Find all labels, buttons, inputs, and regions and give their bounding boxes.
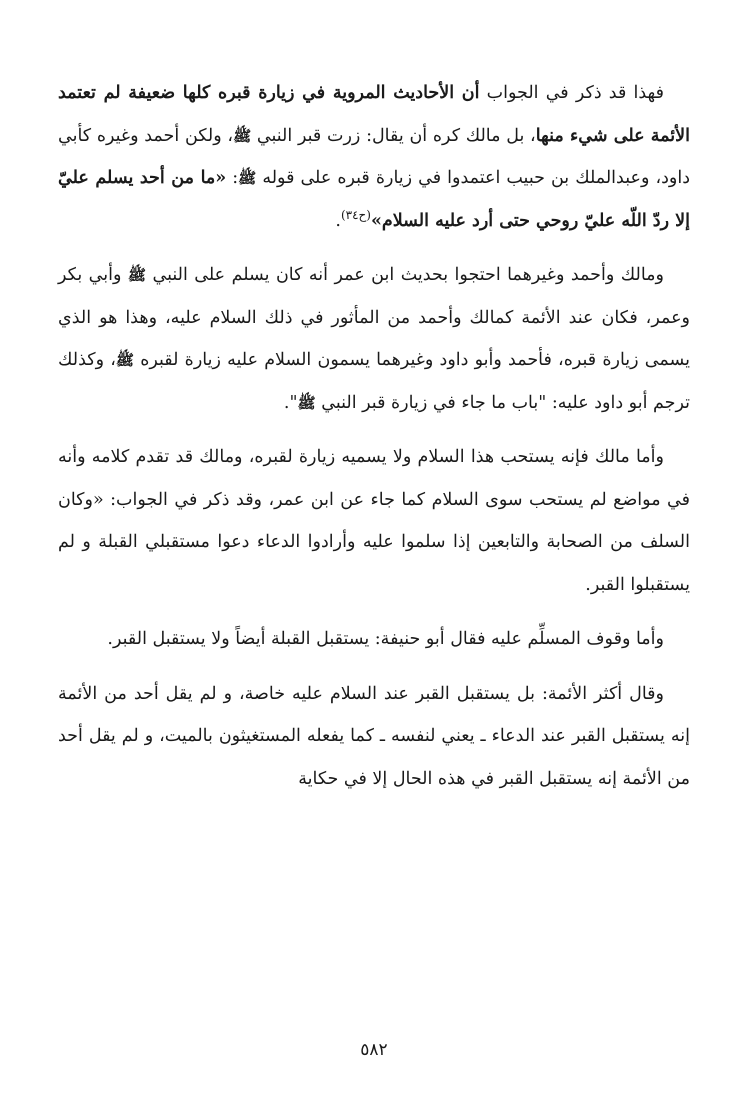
salawat-glyph: ﷺ [233,126,252,145]
paragraph-3: وأما مالك فإنه يستحب هذا السلام ولا يسميه زيارة لقبره، ومالك قد تقدم كلامه وأنه في مواضع لم يستحب سوى السلام كما جاء عن ابن عمر، وقد ذكر في الجواب: «وكان السلف من الصحابة والتابعين إذا سلموا عليه وأرادوا الدعاء دعوا مستقبلي القبلة و لم يستقبلوا القبر. [58,447,690,595]
hadith-reference: (ح٣٤) [340,207,371,222]
paragraph-2 [58,254,690,424]
salawat-glyph: ﷺ [297,393,316,412]
p2-text-b: وأبي بكر وعمر، فكان عند الأئمة كمالك وأحمد من المأثور في ذلك السلام عليه، وهذا هو الذي يسمى زيارة قبره، فأحمد وأبو داود وغيرهما يسمون السلام عليه زيارة لقبره [58,265,690,370]
paragraph-5: وقال أكثر الأئمة: بل يستقبل القبر عند السلام عليه خاصة، و لم يقل أحد من الأئمة إنه يستقبل القبر عند الدعاء ـ يعني لنفسه ـ كما يفعله المستغيثون بالميت، و لم يقل أحد من الأئمة إنه يستقبل القبر في هذه الحال إلا في حكاية [58,683,690,789]
salawat-glyph: ﷺ [115,351,135,369]
p1-text-a: فهذا قد ذكر في الجواب [479,83,664,103]
p2-text-d: ". [283,392,298,413]
text-body [58,72,690,800]
salawat-glyph: ﷺ [127,266,147,284]
p1-text-b: ، بل مالك كره أن يقال: زرت قبر النبي [251,125,536,146]
hadith-quote: «ما من أحد يسلم عليّ إلا ردّ اللّه عليّ روحي حتى أرد عليه السلام» [58,168,690,231]
p2-text-a: ومالك وأحمد وغيرهما احتجوا بحديث ابن عمر أنه كان يسلم على النبي [146,265,664,285]
p1-text-c: ، ولكن أحمد وغيره كأبي داود، وعبدالملك بن حبيب اعتمدوا في زيارة قبره على قوله [58,125,690,188]
paragraph-1 [58,72,690,242]
p1-colon: : [226,168,239,188]
page-number: ٥٨٢ [360,1040,388,1060]
paragraph-4: وأما وقوف المسلِّم عليه فقال أبو حنيفة: يستقبل القبلة أيضاً ولا يستقبل القبر. [107,629,664,649]
p2-text-c: ، وكذلك ترجم أبو داود عليه: "باب ما جاء في زيارة قبر النبي [58,350,690,413]
p1-period: . [335,210,341,231]
p1-bold-statement: أن الأحاديث المروية في زيارة قبره كلها ضعيفة لم تعتمد الأئمة على شيء منها [58,83,691,146]
salawat-glyph: ﷺ [238,169,257,187]
